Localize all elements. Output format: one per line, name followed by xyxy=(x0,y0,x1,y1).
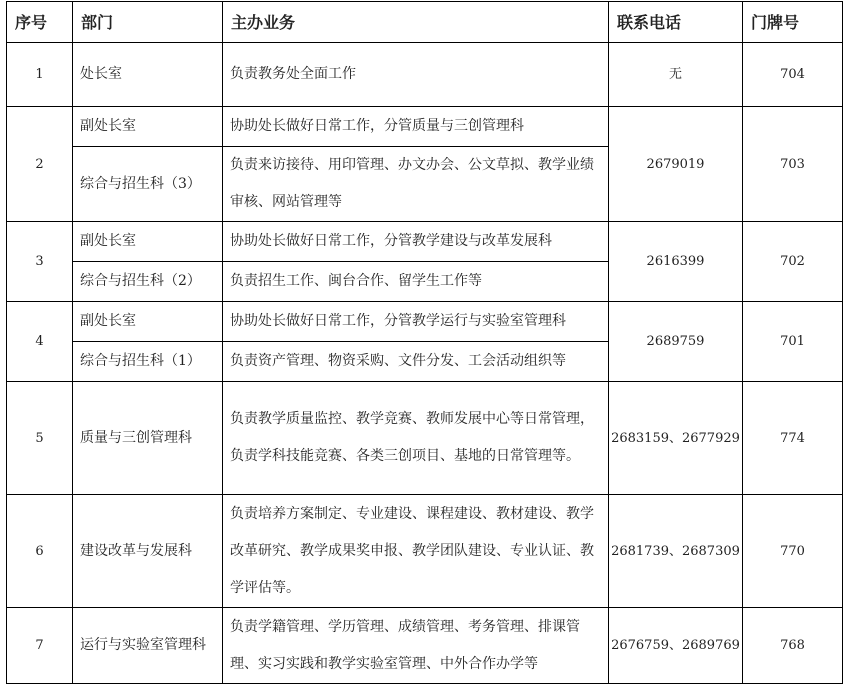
phone-cell: 2616399 xyxy=(609,222,743,302)
room-cell: 704 xyxy=(743,43,843,107)
department-table xyxy=(6,1,843,684)
phone-cell: 2676759、2689769 xyxy=(609,608,743,684)
dept-cell: 综合与招生科（2） xyxy=(73,262,223,302)
seq-cell: 2 xyxy=(7,107,73,222)
dept-cell: 处长室 xyxy=(73,43,223,107)
phone-cell: 2683159、2677929 xyxy=(609,382,743,495)
business-cell: 负责来访接待、用印管理、办文办会、公文草拟、教学业绩审核、网站管理等 xyxy=(223,147,609,222)
dept-cell: 综合与招生科（3） xyxy=(73,147,223,222)
seq-cell: 3 xyxy=(7,222,73,302)
table-row xyxy=(7,608,843,684)
table-row xyxy=(7,43,843,107)
business-cell: 负责教学质量监控、教学竞赛、教师发展中心等日常管理，负责学科技能竞赛、各类三创项目、基地的日常管理等。 xyxy=(223,382,609,495)
seq-cell: 7 xyxy=(7,608,73,684)
business-cell: 负责学籍管理、学历管理、成绩管理、考务管理、排课管理、实习实践和教学实验室管理、中外合作办学等 xyxy=(223,608,609,684)
dept-cell: 建设改革与发展科 xyxy=(73,495,223,608)
business-cell: 协助处长做好日常工作，分管质量与三创管理科 xyxy=(223,107,609,147)
dept-cell: 综合与招生科（1） xyxy=(73,342,223,382)
business-cell: 负责教务处全面工作 xyxy=(223,43,609,107)
seq-cell: 4 xyxy=(7,302,73,382)
header-phone: 联系电话 xyxy=(609,2,743,43)
header-business: 主办业务 xyxy=(223,2,609,43)
dept-cell: 副处长室 xyxy=(73,302,223,342)
table-row xyxy=(7,495,843,608)
table-row xyxy=(7,107,843,147)
business-cell: 负责资产管理、物资采购、文件分发、工会活动组织等 xyxy=(223,342,609,382)
room-cell: 702 xyxy=(743,222,843,302)
table-row xyxy=(7,382,843,495)
seq-cell: 5 xyxy=(7,382,73,495)
dept-cell: 副处长室 xyxy=(73,222,223,262)
room-cell: 701 xyxy=(743,302,843,382)
table-row xyxy=(7,302,843,342)
business-cell: 负责培养方案制定、专业建设、课程建设、教材建设、教学改革研究、教学成果奖申报、教学团队建设、专业认证、教学评估等。 xyxy=(223,495,609,608)
dept-cell: 质量与三创管理科 xyxy=(73,382,223,495)
seq-cell: 1 xyxy=(7,43,73,107)
business-cell: 负责招生工作、闽台合作、留学生工作等 xyxy=(223,262,609,302)
dept-cell: 运行与实验室管理科 xyxy=(73,608,223,684)
phone-cell: 2679019 xyxy=(609,107,743,222)
header-dept: 部门 xyxy=(73,2,223,43)
header-row xyxy=(7,2,843,43)
room-cell: 768 xyxy=(743,608,843,684)
business-cell: 协助处长做好日常工作，分管教学建设与改革发展科 xyxy=(223,222,609,262)
phone-cell: 2689759 xyxy=(609,302,743,382)
table-row xyxy=(7,222,843,262)
dept-cell: 副处长室 xyxy=(73,107,223,147)
seq-cell: 6 xyxy=(7,495,73,608)
phone-cell: 2681739、2687309 xyxy=(609,495,743,608)
phone-cell: 无 xyxy=(609,43,743,107)
header-room: 门牌号 xyxy=(743,2,843,43)
business-cell: 协助处长做好日常工作，分管教学运行与实验室管理科 xyxy=(223,302,609,342)
room-cell: 703 xyxy=(743,107,843,222)
header-seq: 序号 xyxy=(7,2,73,43)
room-cell: 774 xyxy=(743,382,843,495)
room-cell: 770 xyxy=(743,495,843,608)
